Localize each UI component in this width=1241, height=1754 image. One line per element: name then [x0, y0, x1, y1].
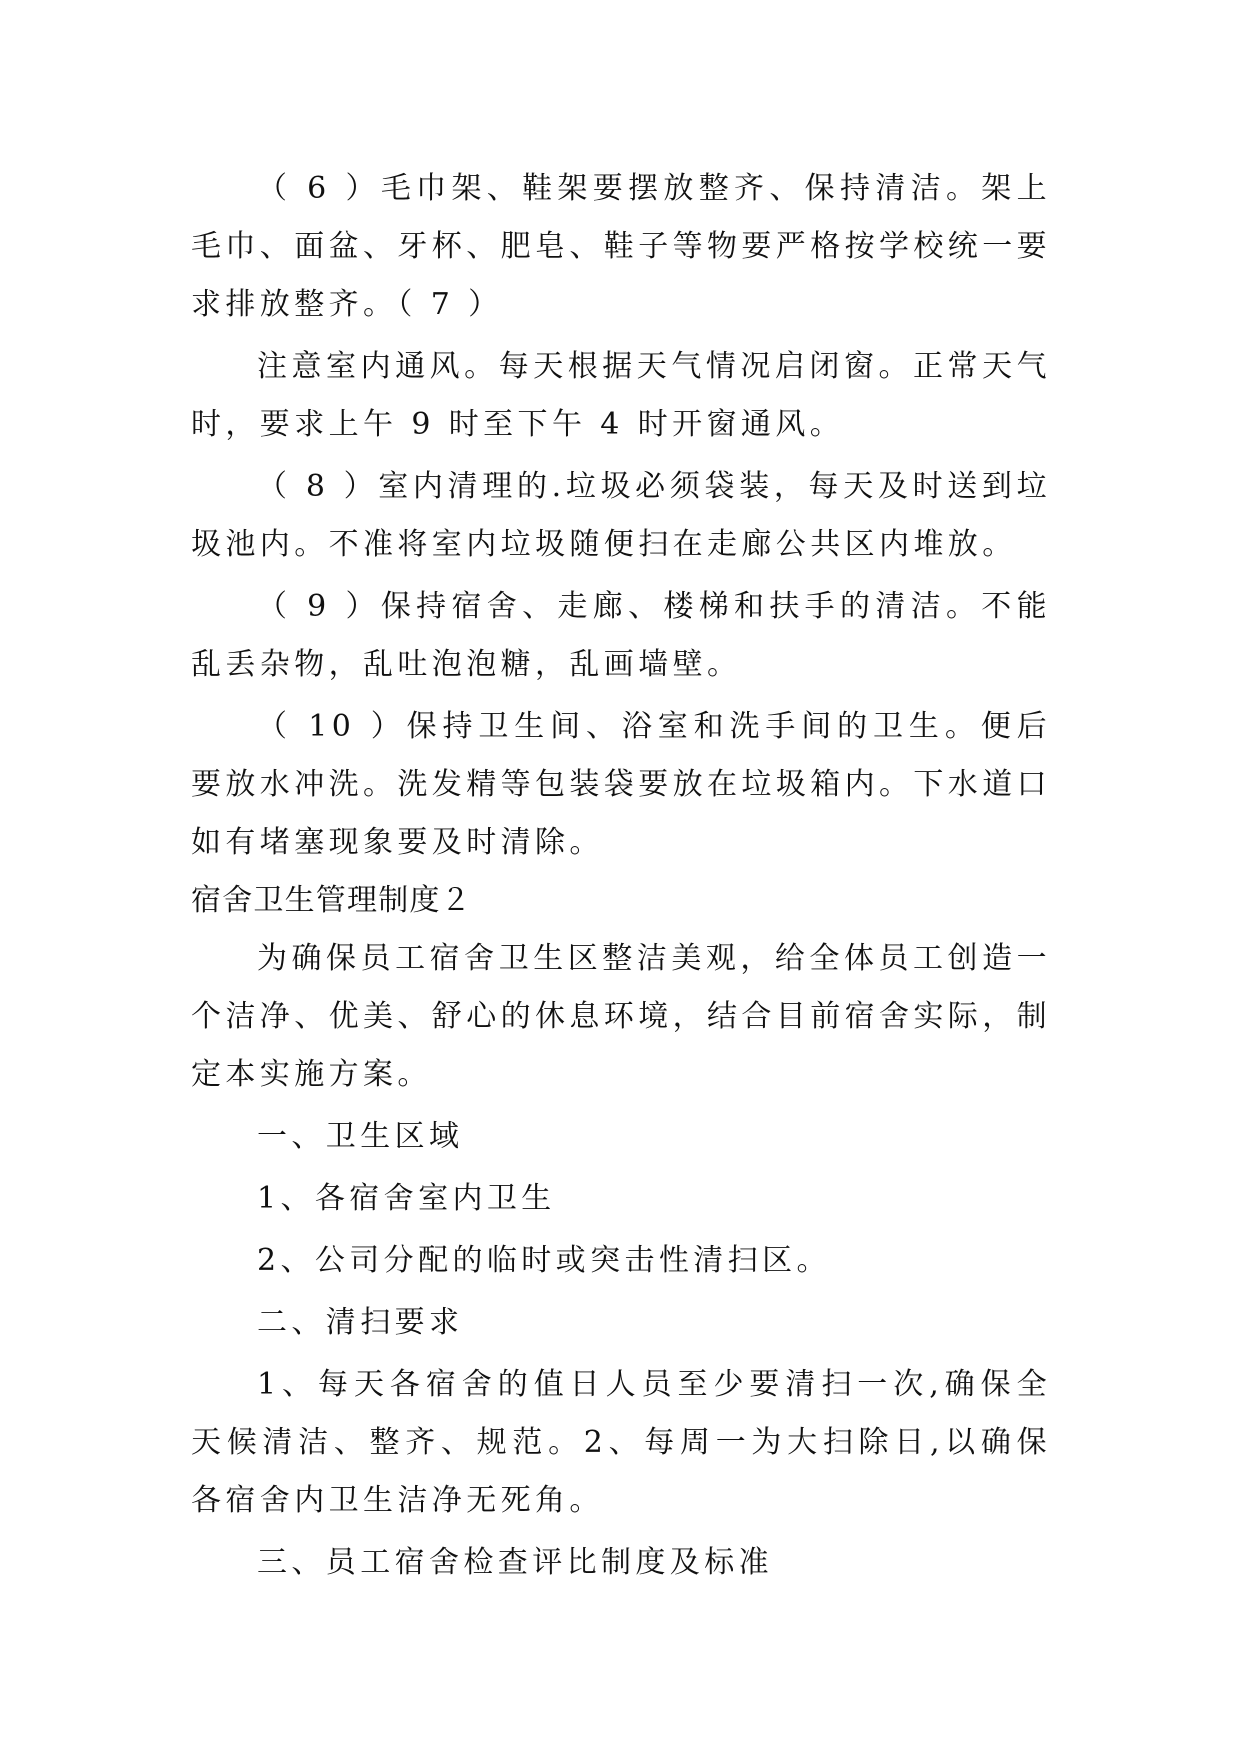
- intro-paragraph: 为确保员工宿舍卫生区整洁美观，给全体员工创造一个洁净、优美、舒心的休息环境，结合目前宿舍实际，制定本实施方案。: [191, 941, 1051, 1092]
- section-one-item-2: 2、公司分配的临时或突击性清扫区。: [257, 1243, 831, 1278]
- paragraph-6: （ 6 ）毛巾架、鞋架要摆放整齐、保持清洁。架上毛巾、面盆、牙杯、肥皂、鞋子等物要严格按学校统一要求排放整齐。（ 7 ）: [191, 171, 1051, 322]
- section-one-item-1: 1、各宿舍室内卫生: [257, 1181, 556, 1216]
- section-two-body: 1、每天各宿舍的值日人员至少要清扫一次,确保全天候清洁、整齐、规范。2、每周一为大扫除日,以确保各宿舍内卫生洁净无死角。: [191, 1367, 1051, 1518]
- paragraph-7: 注意室内通风。每天根据天气情况启闭窗。正常天气时，要求上午 9 时至下午 4 时开窗通风。: [191, 349, 1051, 442]
- paragraph-10: （ 10 ）保持卫生间、浴室和洗手间的卫生。便后要放水冲洗。洗发精等包装袋要放在垃圾箱内。下水道口如有堵塞现象要及时清除。: [191, 709, 1051, 860]
- paragraph-8: （ 8 ）室内清理的.垃圾必须袋装，每天及时送到垃圾池内。不准将室内垃圾随便扫在走廊公共区内堆放。: [191, 469, 1051, 562]
- section-two-heading: 二、清扫要求: [257, 1305, 464, 1340]
- paragraph-9: （ 9 ）保持宿舍、走廊、楼梯和扶手的清洁。不能乱丢杂物，乱吐泡泡糖，乱画墙壁。: [191, 589, 1051, 682]
- section-one-heading: 一、卫生区域: [257, 1119, 464, 1154]
- section-three-heading: 三、员工宿舍检查评比制度及标准: [257, 1545, 773, 1580]
- section-title: 宿舍卫生管理制度２: [191, 883, 472, 918]
- document-body: [191, 160, 1051, 1592]
